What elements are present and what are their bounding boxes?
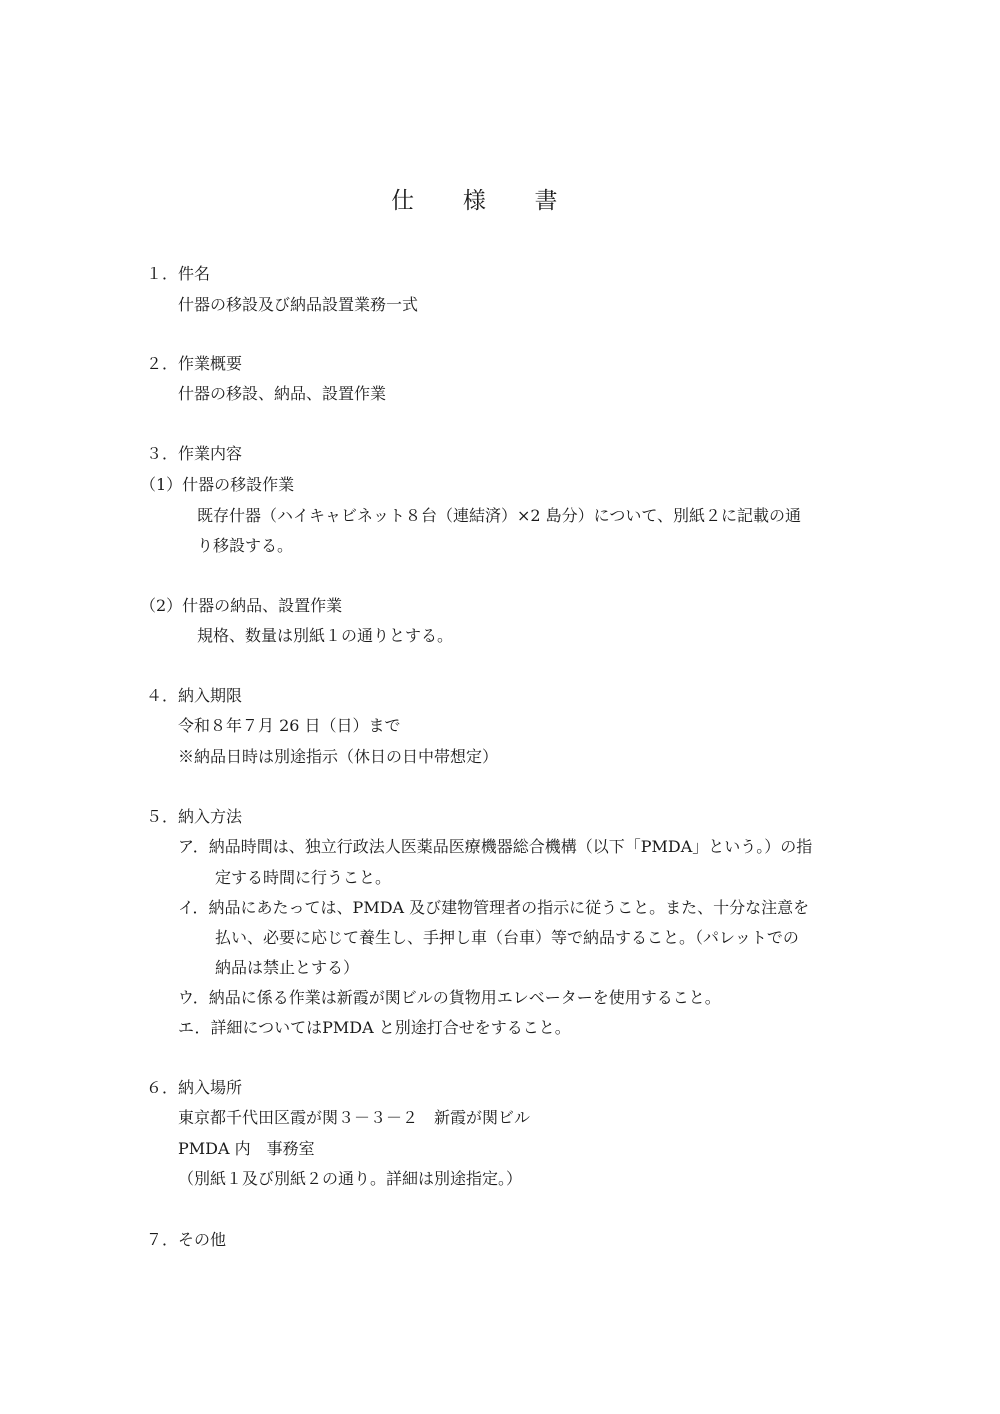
section-5-item-c: ウ．納品に係る作業は新霞が関ビルの貨物用エレベーターを使用すること。 xyxy=(178,988,721,1007)
section-3-sub-1-heading: （1）什器の移設作業 xyxy=(140,475,295,494)
section-5-item-b-line-1: イ．納品にあたっては、PMDA 及び建物管理者の指示に従うこと。また、十分な注意を xyxy=(178,898,810,917)
section-3-heading: ３．作業内容 xyxy=(146,444,243,463)
section-5-item-b-line-3: 納品は禁止とする） xyxy=(215,958,360,977)
section-5-item-b-line-2: 払い、必要に応じて養生し、手押し車（台車）等で納品すること。（パレットでの xyxy=(215,928,799,947)
section-2-heading: ２．作業概要 xyxy=(146,354,243,373)
section-7-heading: ７．その他 xyxy=(146,1230,227,1249)
section-1-heading: １．件名 xyxy=(146,264,211,283)
section-5-heading: ５．納入方法 xyxy=(146,807,243,826)
section-1-body: 什器の移設及び納品設置業務一式 xyxy=(178,295,419,314)
section-4-body-line-2: ※納品日時は別途指示（休日の日中帯想定） xyxy=(178,747,499,766)
section-5-item-a-line-1: ア．納品時間は、独立行政法人医薬品医療機器総合機構（以下「PMDA」という。）の指 xyxy=(178,837,813,856)
section-6-body-line-2: PMDA 内 事務室 xyxy=(178,1139,315,1158)
section-3-sub-2-body: 規格、数量は別紙１の通りとする。 xyxy=(197,626,454,645)
section-6-body-line-3: （別紙１及び別紙２の通り。詳細は別途指定。） xyxy=(178,1169,523,1188)
section-5-item-d: エ．詳細についてはPMDA と別途打合せをすること。 xyxy=(178,1018,571,1037)
section-2-body: 什器の移設、納品、設置作業 xyxy=(178,384,387,403)
section-3-sub-1-body-line-2: り移設する。 xyxy=(197,536,294,555)
section-6-heading: ６．納入場所 xyxy=(146,1078,243,1097)
section-4-body-line-1: 令和８年７月 26 日（日）まで xyxy=(178,716,401,735)
section-3-sub-1-body-line-1: 既存什器（ハイキャビネット８台（連結済）×2 島分）について、別紙２に記載の通 xyxy=(197,506,802,525)
section-5-item-a-line-2: 定する時間に行うこと。 xyxy=(215,868,392,887)
section-3-sub-2-heading: （2）什器の納品、設置作業 xyxy=(140,596,343,615)
section-4-heading: ４．納入期限 xyxy=(146,686,243,705)
section-6-body-line-1: 東京都千代田区霞が関３－３－２ 新霞が関ビル xyxy=(178,1108,531,1127)
document-title: 仕 様 書 xyxy=(391,188,579,214)
